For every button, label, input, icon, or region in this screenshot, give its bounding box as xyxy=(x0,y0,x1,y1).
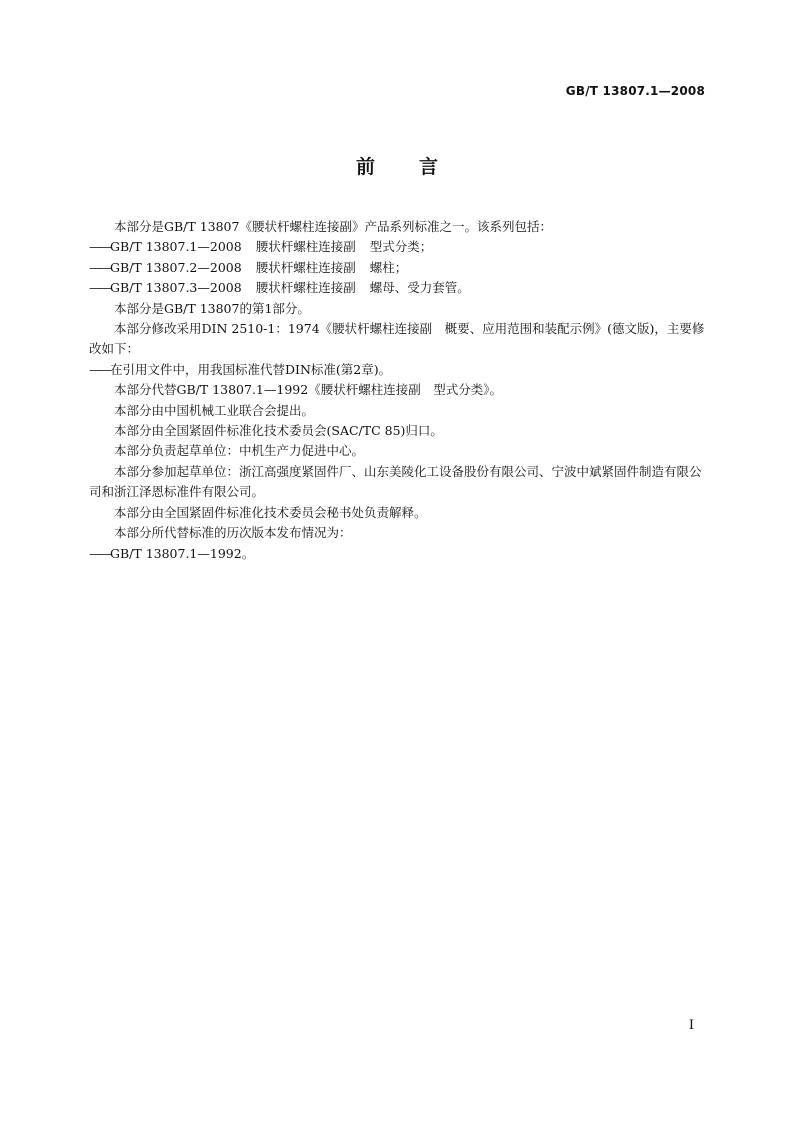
standard-code: GB/T 13807.1—2008 xyxy=(565,84,705,98)
list-item xyxy=(89,237,706,257)
page-title-char-2: 言 xyxy=(419,156,439,178)
standard-name: 腰状杆螺柱连接副 xyxy=(255,239,356,255)
paragraph-centralized-by: 本部分由全国紧固件标准化技术委员会(SAC/TC 85)归口。 xyxy=(114,423,443,439)
paragraph-part-number: 本部分是GB/T 13807的第1部分。 xyxy=(114,300,310,316)
standard-code-ref: GB/T 13807.3—2008 xyxy=(110,280,242,296)
paragraph-participating-units: 本部分参加起草单位：浙江高强度紧固件厂、山东美陵化工设备股份有限公司、宁波中斌紧固件制造有限公司和浙江泽恩标准件有限公司。 xyxy=(89,463,702,500)
paragraph-history-intro: 本部分所代替标准的历次版本发布情况为： xyxy=(114,525,352,541)
list-item xyxy=(89,258,706,278)
paragraph-interpretation: 本部分由全国紧固件标准化技术委员会秘书处负责解释。 xyxy=(114,504,427,520)
paragraph-modification: 本部分修改采用DIN 2510-1：1974《腰状杆螺柱连接副 概要、应用范围和装配示例》(德文版)，主要修改如下： xyxy=(89,321,705,357)
modification-item: 在引用文件中，用我国标准代替DIN标准(第2章)。 xyxy=(110,361,392,377)
list-dash: —— xyxy=(89,545,110,561)
page-title xyxy=(0,152,794,179)
paragraph-replaces: 本部分代替GB/T 13807.1—1992《腰状杆螺柱连接副 型式分类》。 xyxy=(114,382,502,398)
paragraph-drafting-unit: 本部分负责起草单位：中机生产力促进中心。 xyxy=(114,443,365,459)
standard-code-ref: GB/T 13807.1—2008 xyxy=(110,239,242,255)
page-title-char-1: 前 xyxy=(355,156,375,178)
standard-part: 螺母、受力套管。 xyxy=(369,280,470,296)
foreword-body xyxy=(89,217,706,564)
standard-name: 腰状杆螺柱连接副 xyxy=(255,280,356,296)
paragraph-series-intro: 本部分是GB/T 13807《腰状杆螺柱连接副》产品系列标准之一。该系列包括： xyxy=(114,219,552,234)
standard-part: 螺柱； xyxy=(369,259,408,275)
list-item xyxy=(89,360,706,380)
page-number: I xyxy=(688,1018,694,1033)
list-dash: —— xyxy=(89,239,110,255)
list-dash: —— xyxy=(89,259,110,275)
paragraph-proposed-by: 本部分由中国机械工业联合会提出。 xyxy=(114,402,315,418)
history-version: GB/T 13807.1—1992。 xyxy=(110,545,255,561)
list-item xyxy=(89,278,706,298)
standard-name: 腰状杆螺柱连接副 xyxy=(255,259,356,275)
standard-part: 型式分类； xyxy=(369,239,433,255)
standard-code-ref: GB/T 13807.2—2008 xyxy=(110,259,242,275)
list-dash: —— xyxy=(89,361,110,377)
list-dash: —— xyxy=(89,280,110,296)
list-item xyxy=(89,544,706,564)
